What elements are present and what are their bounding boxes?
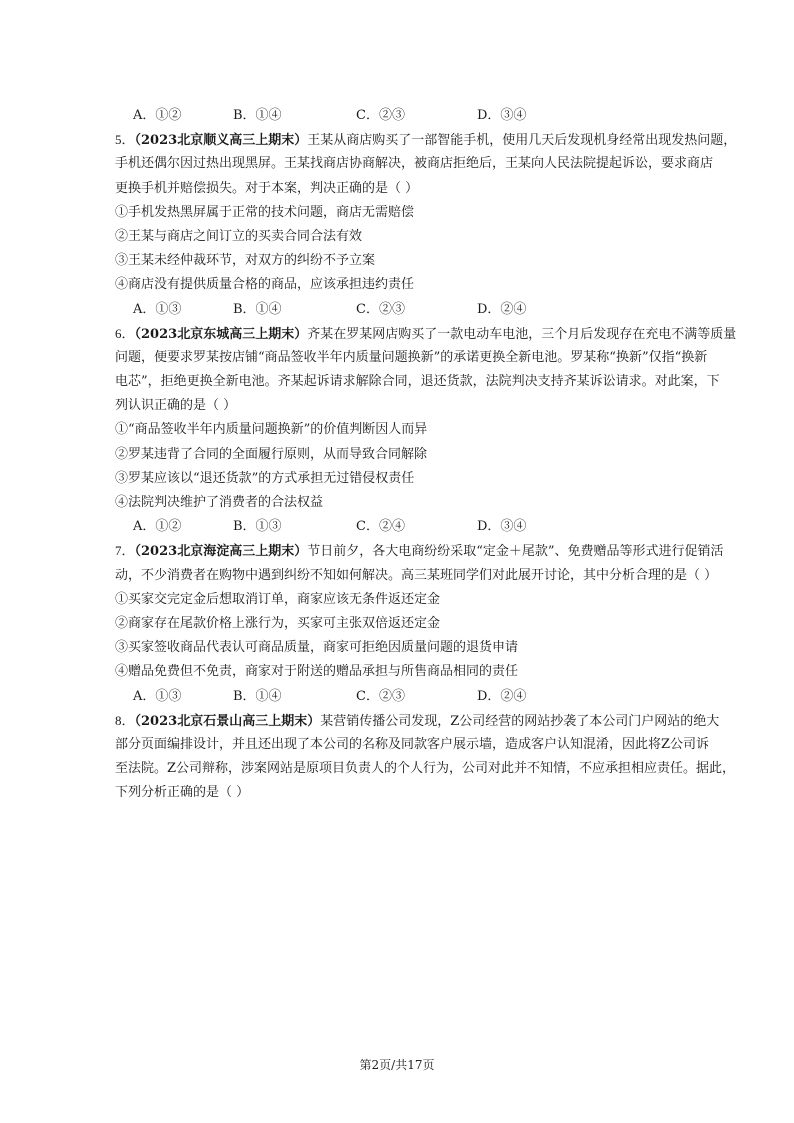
question-content (115, 104, 737, 805)
q7-statement-1: ①买家交完定金后想取消订单，商家应该无条件返还定金 (115, 591, 441, 607)
q5-stem-line-3: 更换手机并赔偿损失。对于本案，判决正确的是（ ） (115, 180, 419, 196)
q6-source: （2023北京东城高三上期末） (134, 326, 308, 342)
q6-option-c: C．②④ (356, 519, 405, 535)
q7-number: 7． (115, 543, 135, 559)
q6-number: 6． (115, 325, 135, 341)
q6-stem-line-3: 电芯”，拒绝更换全新电池。齐某起诉请求解除合同，退还货款，法院判决支持齐某诉讼请求。对此案，下 (115, 374, 720, 390)
q6-statement-1: ①“商品签收半年内质量问题换新”的价值判断因人而异 (115, 422, 428, 438)
q5-number: 5． (115, 132, 135, 148)
q6-statement-4: ④法院判决维护了消费者的合法权益 (115, 495, 324, 510)
q5-options (115, 298, 685, 322)
q7-option-b: B．①④ (233, 688, 282, 704)
q7-source: （2023北京海淀高三上期末） (134, 544, 308, 560)
q6-stem-text-1: 齐某在罗某网店购买了一款电动车电池，三个月后发现存在充电不满等质量 (307, 326, 737, 342)
q6-options (115, 515, 685, 539)
q7-statement-4: ④赠品免费但不免责，商家对于附送的赠品承担与所售商品相同的责任 (115, 664, 519, 680)
q5-statement-3: ③王某未经仲裁环节，对双方的纠纷不予立案 (115, 253, 376, 269)
q8-source: （2023北京石景山高三上期末） (134, 713, 321, 729)
q4-options (115, 104, 685, 128)
q5-stem-line-1 (115, 128, 737, 152)
q6-option-b: B．①③ (233, 519, 282, 535)
q7-stem-line-2: 动，不少消费者在购物中遇到纠纷不知如何解决。高三某班同学们对此展开讨论，其中分析合理的是（ ） (115, 567, 718, 583)
q5-statement-1: ①手机发热黑屏属于正常的技术问题，商店无需赔偿 (115, 204, 415, 220)
q7-stem-line-1 (115, 539, 724, 563)
q8-stem-line-2: 部分页面编排设计，并且还出现了本公司的名称及同款客户展示墙，造成客户认知混淆，因此将Z公司诉 (115, 736, 710, 752)
q4-option-d: D．③④ (477, 108, 527, 123)
q6-option-d: D．③④ (477, 519, 527, 535)
q8-number: 8． (115, 712, 135, 728)
question-5 (115, 128, 737, 322)
q8-stem-line-3: 至法院。Z公司辩称，涉案网站是原项目负责人的个人行为，公司对此并不知情，不应承担相应责任。据此， (115, 761, 736, 777)
q5-source: （2023北京顺义高三上期末） (134, 133, 308, 149)
q7-option-c: C．②③ (356, 688, 405, 704)
q6-option-a: A．①② (133, 519, 182, 535)
q6-stem-line-2: 问题，便要求罗某按店铺“商品签收半年内质量问题换新”的承诺更换全新电池。罗某称“换新”仅指“换新 (115, 349, 708, 365)
q5-stem-text-1: 王某从商店购买了一部智能手机，使用几天后发现机身经常出现发热问题， (307, 133, 737, 149)
q6-statement-3: ③罗某应该以“退还货款”的方式承担无过错侵权责任 (115, 470, 415, 486)
q6-statement-2: ②罗某违背了合同的全面履行原则，从而导致合同解除 (115, 446, 428, 462)
q4-option-b: B．①④ (233, 108, 282, 123)
q6-stem-line-4: 列认识正确的是（ ） (115, 398, 237, 414)
q4-option-c: C．②③ (356, 108, 405, 123)
q5-option-a: A．①③ (133, 301, 182, 317)
q5-stem-line-2: 手机还偶尔因过热出现黑屏。王某找商店协商解决，被商店拒绝后，王某向人民法院提起诉讼，要求商店 (115, 156, 714, 172)
question-6 (115, 322, 737, 540)
q8-stem-line-4: 下列分析正确的是（ ） (115, 785, 250, 801)
question-8 (115, 709, 736, 806)
q6-stem-line-1 (115, 322, 737, 346)
q5-option-c: C．②③ (356, 301, 405, 317)
q7-option-a: A．①③ (133, 688, 182, 704)
q8-stem-text-1: 某营销传播公司发现，Z公司经营的网站抄袭了本公司门户网站的绝大 (320, 713, 720, 729)
q5-statement-2: ②王某与商店之间订立的买卖合同合法有效 (115, 228, 363, 244)
q7-stem-text-1: 节日前夕，各大电商纷纷采取“定金＋尾款”、免费赠品等形式进行促销活 (307, 544, 724, 560)
q5-statement-4: ④商店没有提供质量合格的商品，应该承担违约责任 (115, 277, 415, 293)
q8-stem-line-1 (115, 709, 720, 733)
q5-option-b: B．①④ (233, 301, 282, 317)
q7-statement-3: ③买家签收商品代表认可商品质量，商家可拒绝因质量问题的退货申请 (115, 640, 519, 656)
q7-option-d: D．②④ (477, 688, 527, 704)
q4-option-a: A．①② (133, 108, 182, 123)
q7-options (115, 685, 685, 709)
question-7 (115, 539, 724, 708)
q7-statement-2: ②商家存在尾款价格上涨行为，买家可主张双倍返还定金 (115, 615, 441, 631)
page-footer: 第2页/共17页 (359, 1058, 435, 1072)
q5-option-d: D．②④ (477, 301, 527, 317)
